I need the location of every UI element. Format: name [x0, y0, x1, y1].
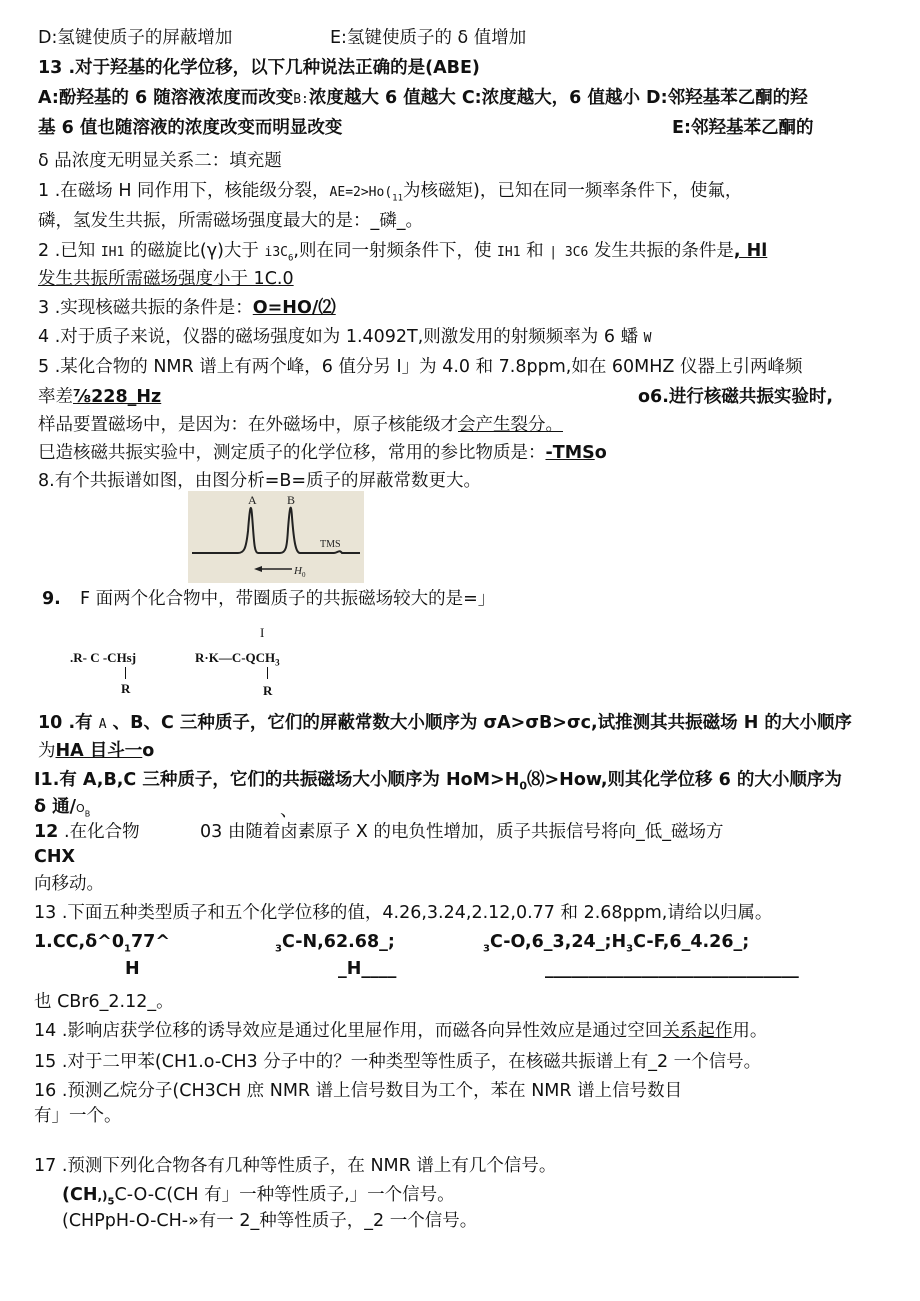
fill-q12-end: 向移动。 — [34, 874, 104, 894]
fill-q4-unit: W — [643, 331, 652, 346]
fill-q10-a-small: A — [98, 717, 107, 732]
fill-q13-a1-sub: 1 — [124, 943, 131, 955]
option-e: E:氢键使质子的 δ 值增加 — [330, 28, 527, 48]
fill-q16-line2: 有」一个。 — [34, 1106, 122, 1126]
fill-q2-text-f: ,则在同一射频条件下，使 — [293, 241, 492, 261]
peak-a-label: A — [248, 493, 257, 507]
option-a: A:酚羟基的 6 随溶液浓度而改变 — [38, 88, 294, 108]
fill-q14-answer: 关系起作 — [662, 1021, 733, 1041]
fill-q11-text-a: I1.有 A,B,C 三种质子，它们的共振磁场大小顺序为 HoM>H — [34, 770, 520, 790]
fill-q13-h2: _H____ — [338, 959, 397, 979]
fill-q11-answer-a: δ 通/ — [34, 797, 77, 817]
option-d-cont: 基 6 值也随溶液的浓度改变而明显改变 — [38, 118, 343, 138]
fill-q12-text2: 03 由随着卤素原子 X 的电负性增加，质子共振信号将向_低_磁场方 — [200, 822, 724, 842]
fill-q13-answer-1 — [34, 931, 170, 961]
fill-q10-line1 — [38, 712, 852, 736]
structure-right-r: R — [263, 683, 273, 698]
fill-q12-number: 12 — [34, 822, 59, 842]
fill-q2-answer-start: , Hl — [733, 241, 768, 261]
fill-q13-a2-text: C-N,62.68_; — [281, 932, 395, 952]
fill-q17-c1-sub: 5 — [107, 1196, 115, 1208]
fill-q3-text: 3 .实现核磁共振的条件是： — [38, 298, 253, 318]
fill-q4 — [38, 326, 651, 350]
fill-q10-wei: 为 — [38, 741, 56, 761]
axis-label-h-sub: 0 — [302, 571, 306, 579]
fill-q15: 15 .对于二甲苯(CH1.o-CH3 分子中的？一种类型等性质子，在核磁共振谱上有_2 一个信号。 — [34, 1052, 762, 1072]
fill-q5-line1: 5 .某化合物的 NMR 谱上有两个峰，6 值分另 I」为 4.0 和 7.8ppm,如在 60MHZ 仪器上引两峰频 — [38, 357, 803, 377]
structure-left-bond — [125, 667, 126, 679]
fill-q13-a3-sub2: 3 — [626, 943, 634, 955]
fill-q2-answer: 发生共振所需磁场强度小于 1C.0 — [38, 269, 294, 289]
option-b-c-d: 浓度越大 6 值越大 C:浓度越大，6 值越小 D:邻羟基苯乙酮的羟 — [308, 88, 808, 108]
fill-q12-text: .在化合物 — [64, 822, 140, 842]
fill-q1-formula: AE=2>Ho( — [329, 185, 393, 200]
fill-q7-text: 巳造核磁共振实验中，测定质子的化学位移，常用的参比物质是： — [38, 443, 546, 463]
fill-q12-formula: CHX — [34, 847, 75, 867]
fill-q10-text-d: σA>σB>σc,试推测其共振磁场 H 的大小顺序 — [483, 713, 852, 733]
fill-q9-text: F 面两个化合物中，带圈质子的共振磁场较大的是=」 — [80, 589, 496, 609]
fill-q1-answer: 磷，氢发生共振，所需磁场强度最大的是：_磷_。 — [38, 211, 423, 231]
axis-label-h: H — [294, 565, 302, 577]
fill-q1-text2: 为核磁矩)，已知在同一频率条件下，使氟， — [403, 181, 743, 201]
fill-q11-answer-b: O — [76, 802, 85, 815]
fill-q2-h1: IH1 — [100, 245, 125, 260]
fill-q11-answer-sub: B — [84, 809, 91, 819]
option-e-start: E:邻羟基苯乙酮的 — [672, 118, 814, 138]
fill-q7-end: o — [594, 443, 607, 463]
nmr-spectrum-svg — [188, 491, 364, 583]
fill-q2-c13: i3C — [264, 245, 288, 260]
structure-left: .R- C -CHsj — [70, 650, 137, 665]
fill-q13-answer-3 — [483, 931, 749, 961]
fill-q10-end: o — [142, 741, 155, 761]
fill-q13-a3-sub: 3 — [483, 943, 490, 955]
structure-right-sub: 3 — [275, 657, 280, 668]
structure-bond-mark: I — [260, 625, 265, 640]
fill-q13-h1: H — [125, 959, 140, 979]
fill-q10-text-a: 10 .有 — [38, 713, 93, 733]
fill-q6-line2 — [38, 414, 563, 436]
structure-right-text: R·K—C-QCH — [195, 650, 276, 665]
fill-q1-line1 — [38, 180, 742, 210]
fill-q8: 8.有个共振谱如图，由图分析=B=质子的屏蔽常数更大。 — [38, 471, 482, 491]
fill-q2-text-c: 的磁旋比(γ)大于 — [129, 241, 259, 261]
nmr-spectrum-figure — [188, 491, 364, 583]
fill-q13-a1-text2: 77^ — [131, 932, 171, 952]
fill-q6-text: 样品要置磁场中，是因为：在外磁场中，原子核能级才 — [38, 415, 458, 435]
fill-q3-answer: O=HO/⑵ — [252, 298, 336, 318]
fill-q14 — [34, 1020, 767, 1042]
fill-q14-end: 用。 — [732, 1021, 768, 1041]
fill-q6-answer: 会产生裂分。 — [458, 415, 563, 435]
fill-q17-c1-text: C-O-C(CH 有」一种等性质子,」一个信号。 — [114, 1185, 455, 1205]
fill-q13-a2-sub: 3 — [275, 943, 282, 955]
fill-q11-text-c: ⑻>How,则其化学位移 6 的大小顺序为 — [527, 770, 842, 790]
fill-q13-answer-5: 也 CBr6_2.12_。 — [34, 992, 174, 1012]
fill-q11-mark: 、 — [280, 801, 298, 821]
fill-q11-sub: 0 — [519, 779, 528, 793]
fill-q2-text-j: 发生共振的条件是 — [593, 241, 734, 261]
peak-b-label: B — [287, 493, 296, 507]
fill-q10-line2 — [38, 740, 154, 762]
fill-q13-a1-text: 1.CC,δ^0 — [34, 932, 125, 952]
fill-q2-line1 — [38, 240, 767, 270]
structure-right — [195, 650, 280, 668]
fill-q10-text-c: 、B、C 三种质子，它们的屏蔽常数大小顺序为 — [112, 713, 478, 733]
fill-q13-a3-text: C-O,6_3,24_;H — [489, 932, 627, 952]
section-heading-fill-blank: δ 品浓度无明显关系二：填充题 — [38, 151, 282, 171]
structure-right-bond — [267, 667, 268, 679]
fill-q2-and: 和 — [526, 241, 544, 261]
fill-q6-start: o6.进行核磁共振实验时, — [638, 387, 833, 407]
option-d: D:氢键使质子的屏蔽增加 — [38, 28, 233, 48]
fill-q14-text: 14 .影响店获学位移的诱导效应是通过化里屉作用，而磁各向异性效应是通过空回 — [34, 1021, 663, 1041]
fill-q9-number: 9. — [42, 589, 61, 609]
fill-q16-line1: 16 .预测乙烷分子(CH3CH 庶 NMR 谱上信号数目为工个，苯在 NMR 谱上信号数目 — [34, 1081, 683, 1101]
fill-q13-a3-text2: C-F,6_4.26_; — [633, 932, 750, 952]
fill-q5-text — [38, 386, 161, 408]
fill-q2-text-a: 2 .已知 — [38, 241, 96, 261]
fill-q3 — [38, 297, 336, 319]
fill-q4-text: 4 .对于质子来说，仪器的磁场强度如为 1.4092T,则激发用的射频频率为 6 蟠 — [38, 327, 639, 347]
fill-q7 — [38, 442, 607, 464]
fill-q7-answer: -TMS — [545, 443, 595, 463]
fill-q17-title: 17 .预测下列化合物各有几种等性质子，在 NMR 谱上有几个信号。 — [34, 1156, 557, 1176]
question-13-options-line1 — [38, 87, 808, 111]
fill-q2-h1b: IH1 — [497, 245, 521, 260]
question-13-title: 13 .对于羟基的化学位移，以下几种说法正确的是(ABE) — [38, 58, 480, 78]
fill-q2-c13b: | 3C6 — [549, 245, 589, 260]
fill-q10-answer: HA 目斗一 — [55, 741, 143, 761]
tms-label: TMS — [320, 539, 341, 550]
fill-q5-label: 率差 — [38, 387, 73, 407]
fill-q11-line1 — [34, 769, 842, 798]
fill-q13-blank: _____________________________ — [545, 959, 799, 979]
fill-q1-text: 1 .在磁场 H 同作用下，核能级分裂， — [38, 181, 330, 201]
option-b-label: B: — [293, 92, 309, 107]
structure-left-r: R — [121, 681, 131, 696]
fill-q13-answer-2 — [275, 931, 395, 961]
fill-q17-compound-2: (CHPpH-O-CH-»有一 2_种等性质子，_2 一个信号。 — [62, 1211, 478, 1231]
fill-q17-c1-b: ,) — [97, 1189, 108, 1203]
fill-q1-sub: 11 — [392, 193, 404, 204]
fill-q5-answer: ⅞228_Hz — [73, 387, 162, 407]
fill-q17-c1-a: (CH — [62, 1185, 98, 1205]
fill-q13-title: 13 .下面五种类型质子和五个化学位移的值，4.26,3.24,2.12,0.77 和 2.68ppm,请给以归属。 — [34, 903, 773, 923]
fill-q2-sub: 6 — [287, 253, 294, 264]
